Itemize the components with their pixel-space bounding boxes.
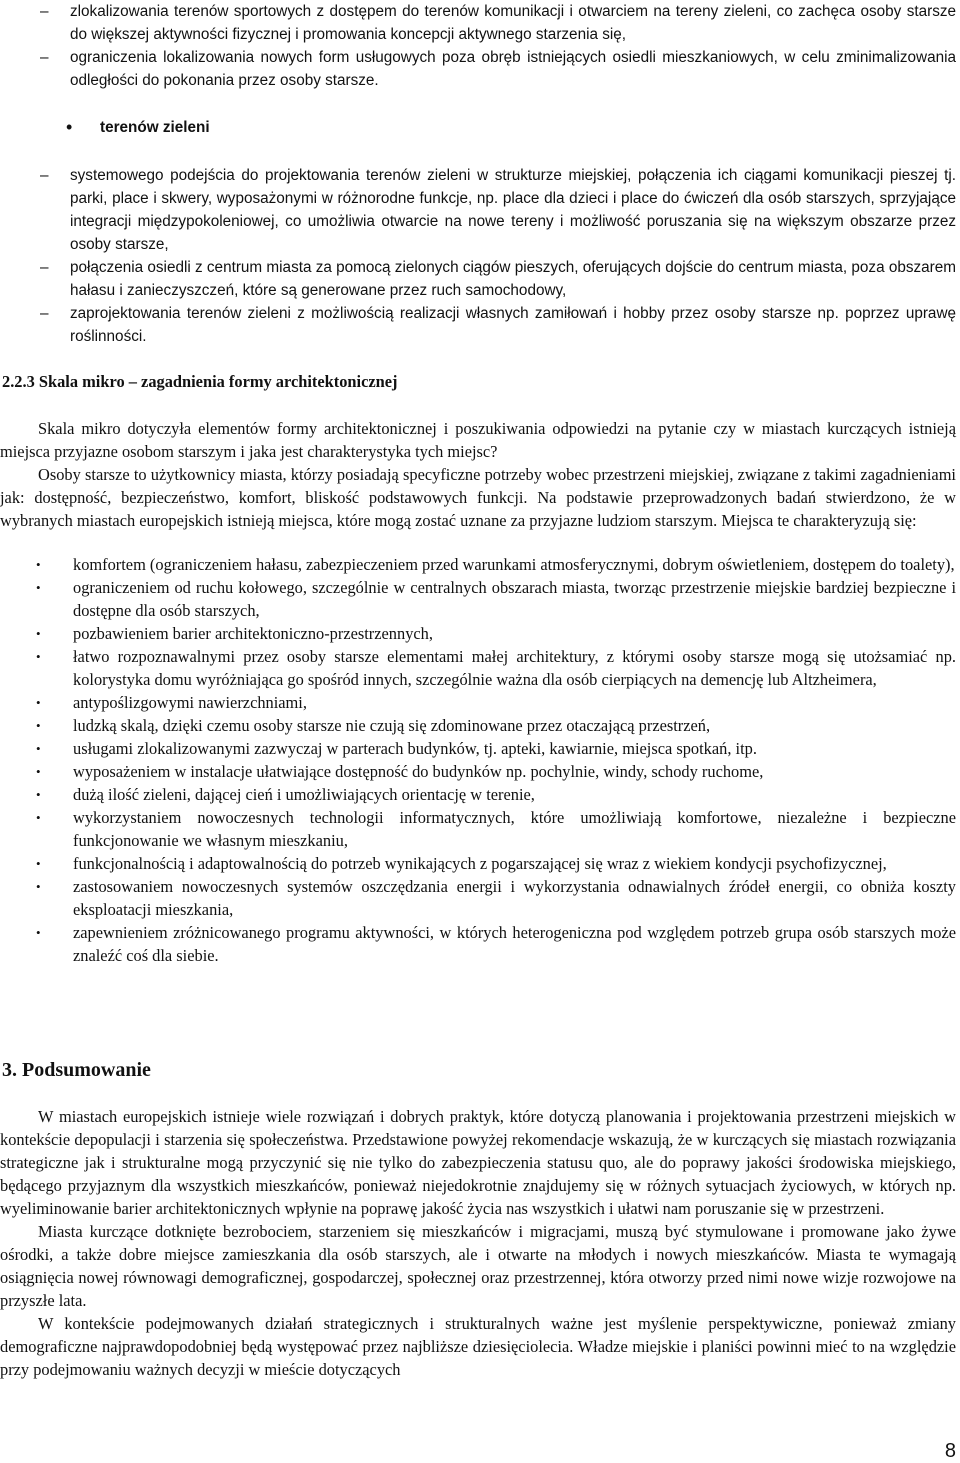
paragraph: W kontekście podejmowanych działań strategicznych i strukturalnych ważne jest myślenie perspektywiczne, ponieważ zmiany demograficzne najprawdopodobniej będą występować przez najbliższe dziesięciolecia. Władze miejskie i planiści powinni mieć to na względzie przy podejmowaniu ważnych decyzji w mieście dotyczących xyxy=(0,1314,956,1379)
bullet-text: usługami zlokalizowanymi zazwyczaj w parterach budynków, tj. apteki, kawiarnie, miejsca spotkań, itp. xyxy=(73,739,757,758)
green-heading: terenów zieleni xyxy=(100,119,210,136)
bullet-icon: • xyxy=(36,856,41,871)
dash-text: systemowego podejścia do projektowania terenów zieleni w strukturze miejskiej, połączenia ich ciągami komunikacji pieszej tj. parki, place i skwery, wyposażonymi w różnorodne funkcje, np. place dla dzieci i place do ćwiczeń dla osób starszych, sprzyjające integracji międzypokoleniowej, co umożliwia otwarcie na nowe tereny i możliwość poruszania się na większym obszarze przez osoby starsze, xyxy=(70,167,956,253)
paragraph: Skala mikro dotyczyła elementów formy architektonicznej i poszukiwania odpowiedzi na pytanie czy w miastach kurczących istnieją miejsca przyjazne osobom starszym i jaka jest charakterystyka tych miejsc? xyxy=(0,419,956,461)
list-item xyxy=(0,806,960,852)
bullet-icon: • xyxy=(36,741,41,756)
bullet-icon: • xyxy=(66,117,73,137)
list-item xyxy=(0,714,960,737)
list-item xyxy=(0,645,960,691)
list-item xyxy=(0,783,960,806)
bullet-icon: • xyxy=(36,787,41,802)
bullet-icon: • xyxy=(36,557,41,572)
dash-text: ograniczenia lokalizowania nowych form usługowych poza obręb istniejących osiedli mieszkaniowych, w celu zminimalizowania odległości do pokonania przez osoby starsze. xyxy=(70,49,956,89)
list-item: – zlokalizowania terenów sportowych z dostępem do terenów komunikacji i otwarciem na tereny zieleni, co zachęca osoby starsze do większej aktywności fizycznej i promowania koncepcji aktywnego starzenia się, xyxy=(40,3,956,43)
bullet-icon: • xyxy=(36,925,41,940)
green-dash-list xyxy=(0,164,960,348)
dash-text: zaprojektowania terenów zieleni z możliwością realizacji własnych zamiłowań i hobby przez osoby starsze np. poprzez uprawę roślinności. xyxy=(70,305,956,345)
features-bullet-list xyxy=(0,553,960,967)
bullet-icon: • xyxy=(36,649,41,664)
bullet-icon: • xyxy=(36,695,41,710)
section-223-body xyxy=(0,417,960,532)
bullet-icon: • xyxy=(36,718,41,733)
bullet-text: antypoślizgowymi nawierzchniami, xyxy=(73,693,307,712)
section-heading-3: 3. Podsumowanie xyxy=(2,1059,151,1081)
list-item: – ograniczenia lokalizowania nowych form usługowych poza obręb istniejących osiedli mieszkaniowych, w celu zminimalizowania odległości do pokonania przez osoby starsze. xyxy=(40,49,956,89)
list-item xyxy=(0,921,960,967)
list-item: – systemowego podejścia do projektowania terenów zieleni w strukturze miejskiej, połączenia ich ciągami komunikacji pieszej tj. parki, place i skwery, wyposażonymi w różnorodne funkcje, np. place dla dzieci i place do ćwiczeń dla osób starszych, sprzyjające integracji międzypokoleniowej, co umożliwia otwarcie na nowe tereny i możliwość poruszania się na większym obszarze przez osoby starsze, xyxy=(40,167,956,253)
bullet-icon: • xyxy=(36,879,41,894)
bullet-text: ograniczeniem od ruchu kołowego, szczególnie w centralnych obszarach miasta, tworząc przestrzenie miejskie bardziej bezpieczne i dostępne dla osób starszych, xyxy=(73,578,956,620)
bullet-text: wykorzystaniem nowoczesnych technologii informatycznych, które umożliwiają komfortowe, niezależne i bezpieczne funkcjonowanie we własnym mieszkaniu, xyxy=(73,808,956,850)
list-item xyxy=(0,875,960,921)
bullet-icon: • xyxy=(36,810,41,825)
list-item: – połączenia osiedli z centrum miasta za pomocą zielonych ciągów pieszych, oferujących dojście do centrum miasta, poza obszarem hałasu i zanieczyszczeń, które są generowane przez ruch samochodowy, xyxy=(40,259,956,299)
section-3-body xyxy=(0,1105,960,1381)
paragraph: W miastach europejskich istnieje wiele rozwiązań i dobrych praktyk, które dotyczą planowania i projektowania przestrzeni miejskich w kontekście depopulacji i starzenia się społeczeństwa. Przedstawione powyżej rekomendacje wskazują, że w kurczących się miastach rozwiązania strategiczne jak i strukturalne mogą przyczynić się nie tylko do zabezpieczenia statusu quo, ale do poprawy jakości środowiska miejskiego, będącego przyjaznym dla wszystkich mieszkańców, ponieważ niejedokrotnie znajdujemy się w różnych sytuacjach życiowych, w których np. wyeliminowanie barier architektonicznych wpłynie na poprawę jakość życia nas wszystkich i ułatwi nam poruszanie się w przestrzeni. xyxy=(0,1107,956,1218)
bullet-icon: • xyxy=(36,626,41,641)
list-item xyxy=(0,760,960,783)
page-number: 8 xyxy=(944,1440,956,1462)
bullet-text: funkcjonalnością i adaptowalnością do potrzeb wynikających z pogarszającej się wraz z wiekiem kondycji psychofizycznej, xyxy=(73,854,887,873)
top-dash-list xyxy=(0,0,960,92)
list-item xyxy=(0,852,960,875)
bullet-text: łatwo rozpoznawalnymi przez osoby starsze elementami małej architektury, z którymi osoby starsze mogą się utożsamiać np. kolorystyka domu wyróżniająca go spośród innych, szczególnie ważna dla osób cierpiących na demencję lub Altzheimera, xyxy=(73,647,956,689)
section-heading-223: 2.2.3 Skala mikro – zagadnienia formy architektonicznej xyxy=(2,372,398,391)
list-item: – zaprojektowania terenów zieleni z możliwością realizacji własnych zamiłowań i hobby przez osoby starsze np. poprzez uprawę roślinności. xyxy=(40,305,956,345)
dash-text: połączenia osiedli z centrum miasta za pomocą zielonych ciągów pieszych, oferujących dojście do centrum miasta, poza obszarem hałasu i zanieczyszczeń, które są generowane przez ruch samochodowy, xyxy=(70,259,956,299)
list-item xyxy=(0,691,960,714)
list-item xyxy=(0,737,960,760)
list-item xyxy=(0,576,960,622)
paragraph: Osoby starsze to użytkownicy miasta, którzy posiadają specyficzne potrzeby wobec przestrzeni miejskiej, związane z takimi zagadnieniami jak: dostępność, bezpieczeństwo, komfort, bliskość podstawowych funkcji. Na podstawie przeprowadzonych badań stwierdzono, że w wybranych miastach europejskich istnieją miejsca, które mogą zostać uznane za przyjazne ludziom starszym. Miejsca te charakteryzują się: xyxy=(0,465,956,530)
bullet-text: dużą ilość zieleni, dającej cień i umożliwiających orientację w terenie, xyxy=(73,785,535,804)
paragraph: Miasta kurczące dotknięte bezrobociem, starzeniem się mieszkańców i migracjami, muszą być stymulowane i promowane jako żywe ośrodki, a także dobre miejsce zamieszkania dla osób starszych, ale i otwarte na młodych i nowych mieszkańców. Miasta te wymagają osiągnięcia nowej równowagi demograficznej, gospodarczej, społecznej oraz przestrzennej, która otworzy przed nimi nowe wizje rozwojowe na przyszłe lata. xyxy=(0,1222,956,1310)
bullet-icon: • xyxy=(36,764,41,779)
list-item xyxy=(0,553,960,576)
bullet-text: ludzką skalą, dzięki czemu osoby starsze nie czują się zdominowane przez otaczającą przestrzeń, xyxy=(73,716,711,735)
bullet-text: wyposażeniem w instalacje ułatwiające dostępność do budynków np. pochylnie, windy, schody ruchome, xyxy=(73,762,764,781)
bullet-icon: • xyxy=(36,580,41,595)
list-item xyxy=(0,622,960,645)
bullet-text: komfortem (ograniczeniem hałasu, zabezpieczeniem przed warunkami atmosferycznymi, dobrym oświetleniem, dostępem do toalety), xyxy=(73,555,955,574)
bullet-text: zapewnieniem zróżnicowanego programu aktywności, w których heterogeniczna pod względem potrzeb grupa osób starszych może znaleźć coś dla siebie. xyxy=(73,923,956,965)
bullet-text: zastosowaniem nowoczesnych systemów oszczędzania energii i wykorzystania odnawialnych źródeł energii, co obniża koszty eksploatacji mieszkania, xyxy=(73,877,956,919)
bullet-text: pozbawieniem barier architektoniczno-przestrzennych, xyxy=(73,624,433,643)
dash-text: zlokalizowania terenów sportowych z dostępem do terenów komunikacji i otwarciem na tereny zieleni, co zachęca osoby starsze do większej aktywności fizycznej i promowania koncepcji aktywnego starzenia się, xyxy=(70,3,956,43)
